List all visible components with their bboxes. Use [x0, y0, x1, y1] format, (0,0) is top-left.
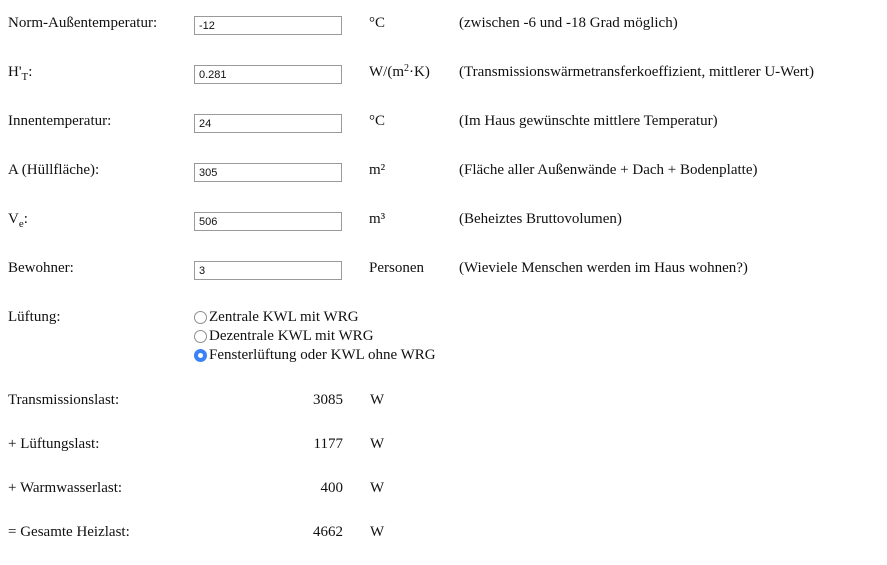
ht-unit-main: W/(m — [369, 64, 404, 80]
ventilation-option-decentral-label: Dezentrale KWL mit WRG — [209, 328, 374, 344]
hot-water-load-label: + Warmwasserlast: — [8, 480, 123, 496]
ht-label — [8, 63, 32, 81]
ht-label-tail: : — [28, 64, 33, 80]
ventilation-radio-window[interactable] — [194, 349, 207, 362]
ht-label-main: H' — [8, 64, 22, 80]
residents-input[interactable] — [194, 261, 342, 280]
envelope-area-input[interactable] — [194, 163, 342, 182]
envelope-area-label: A (Hüllfläche): — [8, 162, 100, 178]
envelope-area-unit: m² — [369, 162, 386, 178]
residents-hint: (Wieviele Menschen werden im Haus wohnen?) — [459, 260, 748, 276]
envelope-area-hint: (Fläche aller Außenwände + Dach + Bodenplatte) — [459, 162, 758, 178]
norm-outdoor-temp-label: Norm-Außentemperatur: — [8, 15, 158, 31]
ht-hint: (Transmissionswärmetransferkoeffizient, mittlerer U-Wert) — [459, 64, 814, 80]
total-heating-load-unit: W — [370, 524, 385, 540]
transmission-load-value: 3085 — [313, 392, 343, 408]
radio-selected-dot — [198, 353, 203, 358]
ventilation-radio-central[interactable] — [194, 311, 207, 324]
volume-label — [8, 210, 28, 228]
inner-temp-input[interactable] — [194, 114, 342, 133]
ventilation-load-unit: W — [370, 436, 385, 452]
volume-label-sub: e — [18, 218, 24, 230]
ht-input[interactable] — [194, 65, 342, 84]
hot-water-load-value: 400 — [320, 480, 343, 496]
inner-temp-hint: (Im Haus gewünschte mittlere Temperatur) — [459, 113, 718, 129]
ht-unit-sup: 2 — [404, 63, 409, 74]
ht-label-sub: T — [21, 71, 29, 83]
norm-outdoor-temp-input[interactable] — [194, 16, 342, 35]
norm-outdoor-temp-hint: (zwischen -6 und -18 Grad möglich) — [459, 15, 678, 31]
ventilation-load-label: + Lüftungslast: — [8, 436, 100, 452]
ventilation-option-window-label: Fensterlüftung oder KWL ohne WRG — [209, 347, 436, 363]
residents-unit: Personen — [369, 260, 424, 276]
total-heating-load-value: 4662 — [313, 524, 343, 540]
volume-input[interactable] — [194, 212, 342, 231]
ht-unit-tail: ·K) — [409, 64, 430, 80]
norm-outdoor-temp-unit: °C — [369, 15, 386, 31]
residents-label: Bewohner: — [8, 260, 74, 276]
volume-hint: (Beheiztes Bruttovolumen) — [459, 211, 622, 227]
ventilation-label: Lüftung: — [8, 309, 61, 325]
transmission-load-label: Transmissionslast: — [8, 392, 120, 408]
ht-unit — [369, 63, 430, 81]
total-heating-load-label: = Gesamte Heizlast: — [8, 524, 130, 540]
inner-temp-label: Innentemperatur: — [8, 113, 112, 129]
volume-label-tail: : — [23, 211, 28, 227]
inner-temp-unit: °C — [369, 113, 386, 129]
ventilation-load-value: 1177 — [313, 436, 343, 452]
transmission-load-unit: W — [370, 392, 385, 408]
volume-unit: m³ — [369, 211, 386, 227]
hot-water-load-unit: W — [370, 480, 385, 496]
ventilation-option-central-label: Zentrale KWL mit WRG — [209, 309, 359, 325]
volume-label-main: V — [8, 211, 19, 227]
ventilation-radio-decentral[interactable] — [194, 330, 207, 343]
